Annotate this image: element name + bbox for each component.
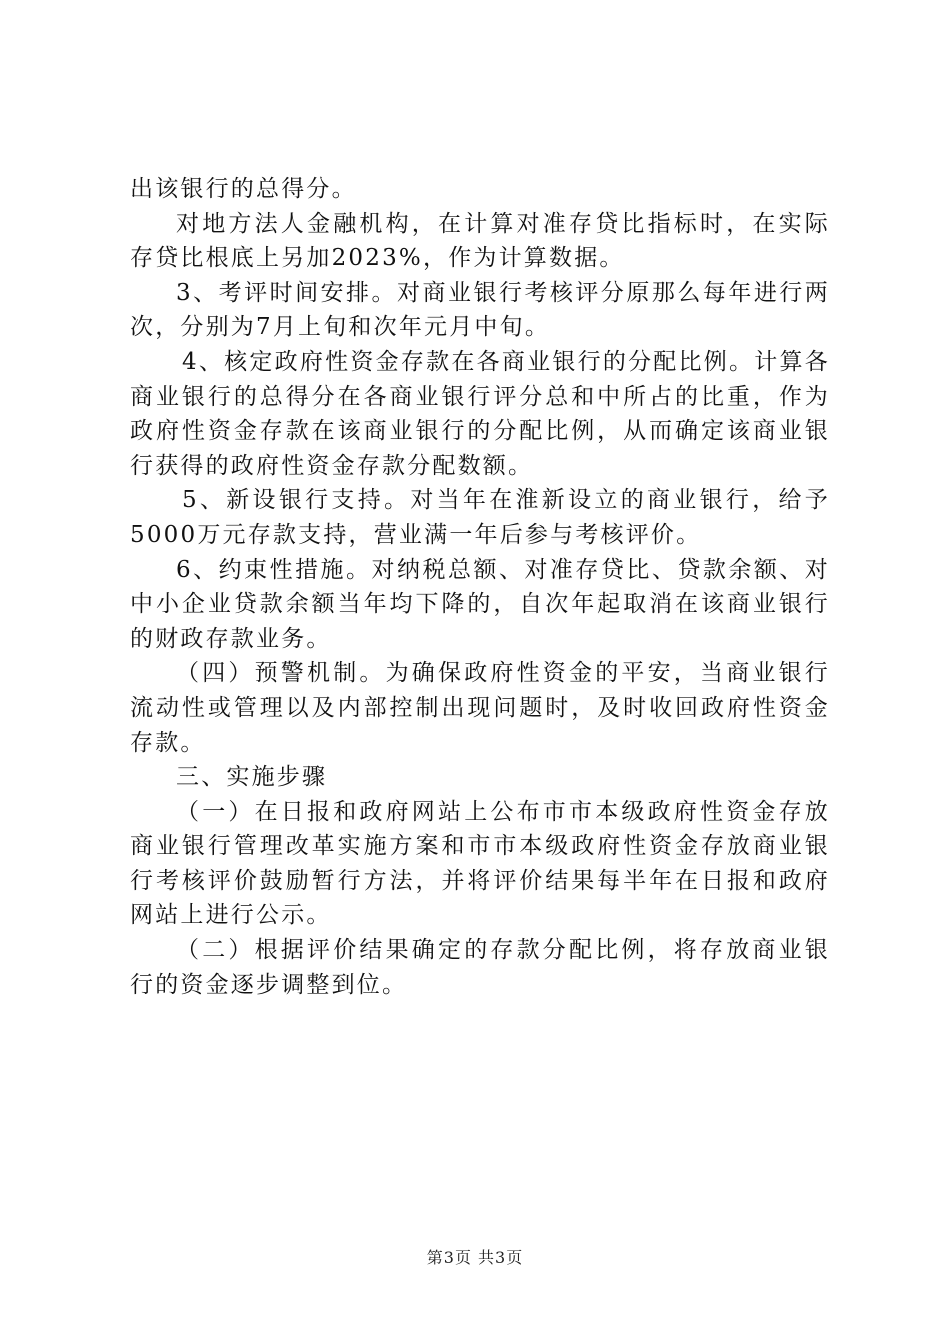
paragraph-allocation-ratio: 4、核定政府性资金存款在各商业银行的分配比例。计算各商业银行的总得分在各商业银行评分总和中所占的比重，作为政府性资金存款在该商业银行的分配比例，从而确定该商业银行获得的政府性资金存款分配数额。 xyxy=(130,348,830,479)
page-footer: 第3页 共3页 xyxy=(426,1248,524,1267)
paragraph-local-institutions: 对地方法人金融机构，在计算对准存贷比指标时，在实际存贷比根底上另加2023%，作为计算数据。 xyxy=(130,210,830,272)
paragraph-new-bank-support: 5、新设银行支持。对当年在淮新设立的商业银行，给予5000万元存款支持，营业满一年后参与考核评价。 xyxy=(130,487,830,548)
paragraph-step-two: （二）根据评价结果确定的存款分配比例，将存放商业银行的资金逐步调整到位。 xyxy=(130,937,830,998)
section-heading-implementation: 三、实施步骤 xyxy=(176,764,328,791)
document-body xyxy=(130,172,830,1002)
paragraph-constraint-measures: 6、约束性措施。对纳税总额、对准存贷比、贷款余额、对中小企业贷款余额当年均下降的，自次年起取消在该商业银行的财政存款业务。 xyxy=(130,556,830,652)
paragraph-evaluation-schedule: 3、考评时间安排。对商业银行考核评分原那么每年进行两次，分别为7月上旬和次年元月中旬。 xyxy=(130,279,830,341)
paragraph-warning-mechanism: （四）预警机制。为确保政府性资金的平安，当商业银行流动性或管理以及内部控制出现问题时，及时收回政府性资金存款。 xyxy=(130,660,830,756)
paragraph-continuation: 出该银行的总得分。 xyxy=(130,176,357,202)
paragraph-step-one: （一）在日报和政府网站上公布市市本级政府性资金存放商业银行管理改革实施方案和市市本级政府性资金存放商业银行考核评价鼓励暂行方法，并将评价结果每半年在日报和政府网站上进行公示。 xyxy=(130,798,830,929)
